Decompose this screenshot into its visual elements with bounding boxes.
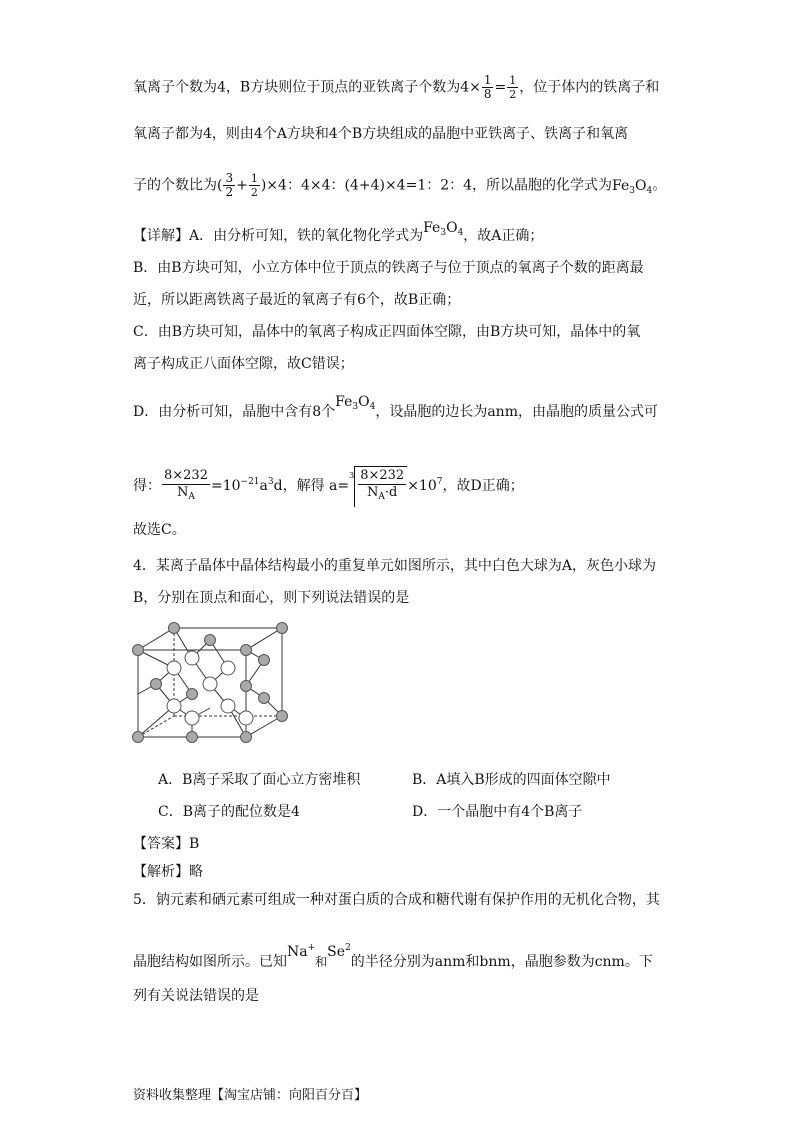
crystal-structure-figure xyxy=(128,622,294,748)
cube-root: $\frac{8\times 232}{N_A\cdot d}$ xyxy=(354,466,407,507)
detail-line-b2: 近，所以距离铁离子最近的氧离子有6个，故B正确； xyxy=(133,292,461,308)
conclusion: 故选C。 xyxy=(133,522,186,538)
detail-line-c2: 离子构成正八面体空隙，故C错误； xyxy=(133,356,354,372)
question-5-line-3: 列有关说法错误的是 xyxy=(133,988,259,1004)
fraction-3-2: $\frac{3}{2}$ xyxy=(225,171,234,199)
analysis-line-3: 子的个数比为( $\frac{3}{2}$ + $\frac{1}{2}$ )×4：4×4：(4+4)×4=1：2：4，所以晶胞的化学式为$Fe_3O_4$。 xyxy=(133,171,667,199)
footer-text: 资料收集整理【淘宝店铺：向阳百分百】 xyxy=(133,1088,368,1103)
answer: 【答案】B xyxy=(133,836,200,852)
analysis-line-1: 氧离子个数为4，B方块则位于顶点的亚铁离子个数为4× $\frac{1}{8}$ = $\frac{1}{2}$ ，位于体内的铁离子和 xyxy=(133,73,660,101)
question-5-line-2: 晶胞结构如图所示。已知Na+和Se$^2$的半径分别为anm和bnm，晶胞参数为cnm。下 xyxy=(133,943,653,970)
fraction-1-2: $\frac{1}{2}$ xyxy=(509,74,517,101)
analysis: 【解析】略 xyxy=(133,864,203,880)
detail-line-a: 【详解】A．由分析可知，铁的氧化物化学式为$Fe_3O_4$，故A正确； xyxy=(133,220,544,244)
fraction-1-8: $\frac{1}{8}$ xyxy=(483,73,492,101)
option-a: A．B离子采取了面心立方密堆积 xyxy=(158,772,361,788)
fraction-1-2b: $\frac{1}{2}$ xyxy=(250,172,258,199)
formula-fe3o4: $Fe_3O_4$ xyxy=(335,394,376,412)
na-ion: Na+ xyxy=(287,943,316,960)
root-index: 3 xyxy=(349,471,355,480)
detail-line-b1: B．由B方块可知，小立方体中位于顶点的铁离子与位于顶点的氧离子个数的距离最 xyxy=(133,260,644,276)
fraction-mass: $\frac{8\times 232}{N_A}$ xyxy=(164,467,208,502)
detail-line-c1: C．由B方块可知，晶体中的氧离子构成正四面体空隙，由B方块可知，晶体中的氧 xyxy=(133,324,641,340)
formula-fe3o4: $Fe_3O_4$ xyxy=(612,177,653,196)
question-4-line-2: B，分别在顶点和面心，则下列说法错误的是 xyxy=(133,590,410,606)
detail-line-d1: D．由分析可知，晶胞中含有8个$Fe_3O_4$，设晶胞的边长为anm，由晶胞的质量公式可 xyxy=(133,394,658,420)
formula-fe3o4: $Fe_3O_4$ xyxy=(423,220,464,238)
question-4-line-1: 4．某离子晶体中晶体结构最小的重复单元如图所示，其中白色大球为A，灰色小球为 xyxy=(133,558,657,574)
option-b: B．A填入B形成的四面体空隙中 xyxy=(412,772,611,788)
se-ion: Se$^2$ xyxy=(327,943,351,960)
question-5-line-1: 5．钠元素和硒元素可组成一种对蛋白质的合成和糖代谢有保护作用的无机化合物，其 xyxy=(133,892,660,908)
analysis-line-2: 氧离子都为4，则由4个A方块和4个B方块组成的晶胞中亚铁离子、铁离子和氧离 xyxy=(133,126,629,142)
option-d: D．一个晶胞中有4个B离子 xyxy=(412,804,583,820)
option-c: C．B离子的配位数是4 xyxy=(158,804,300,820)
detail-line-d2: 得： $\frac{8\times 232}{N_A}$ $=10^{-21}a^3d$，解得 a=$^3$ $\frac{8\times 232}{N_A\cdot d}$ $\times 10^7$，故D正确； xyxy=(133,456,524,507)
